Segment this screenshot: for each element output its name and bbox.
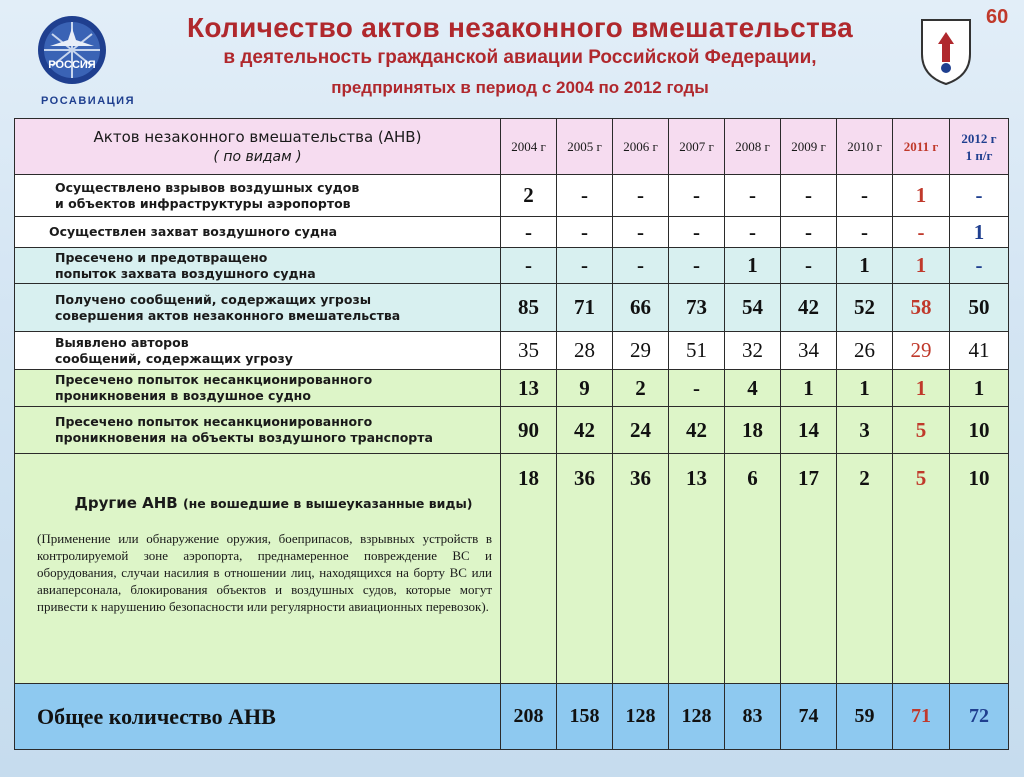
- table-cell: -: [669, 175, 725, 217]
- table-cell: 5: [893, 454, 950, 684]
- year-header: 2010 г: [837, 119, 893, 175]
- other-anv-description: (Применение или обнаружение оружия, боеприпасов, взрывных устройств в контролируемой зоне аэропорта, преднамеренное повреждение ВС и оборудования, случаи насилия в отношении лиц, находящихся на борту ВС или авиаперсонала, блокирования объектов и воздушных судов, которые могут привести к нарушению безопасности или регулярности авиационных перевозок).: [37, 531, 492, 614]
- table-cell: 1: [725, 248, 781, 284]
- year-header: 2005 г: [557, 119, 613, 175]
- other-anv-title: [55, 494, 492, 512]
- table-cell: 1: [893, 175, 950, 217]
- table-cell: 66: [613, 284, 669, 332]
- table-cell: -: [613, 175, 669, 217]
- table-cell: 2: [501, 175, 557, 217]
- table-row: [15, 407, 1009, 454]
- total-label: Общее количество АНВ: [15, 684, 501, 750]
- row-label-line1: Пресечено и предотвращено: [55, 249, 268, 265]
- table-cell: 13: [669, 454, 725, 684]
- table-cell: 73: [669, 284, 725, 332]
- row-label-line1: Пресечено попыток несанкционированного: [55, 414, 373, 429]
- table-cell: -: [725, 175, 781, 217]
- table-cell: -: [781, 217, 837, 248]
- table-cell: 24: [613, 407, 669, 454]
- row-label: [15, 332, 501, 370]
- table-cell: 18: [501, 454, 557, 684]
- last-year-line1: 2012 г: [961, 130, 997, 146]
- table-cell: 1: [781, 370, 837, 407]
- table-cell: 29: [893, 332, 950, 370]
- row-label-line2: и объектов инфраструктуры аэропортов: [55, 195, 351, 211]
- table-cell: 14: [781, 407, 837, 454]
- table-cell: 10: [950, 407, 1009, 454]
- table-cell: -: [613, 217, 669, 248]
- table-cell: -: [669, 370, 725, 407]
- table-row-total: [15, 684, 1009, 750]
- page-period: предпринятых в период с 2004 по 2012 годы: [331, 78, 709, 97]
- table-cell: 9: [557, 370, 613, 407]
- table-cell: -: [837, 175, 893, 217]
- table-cell: 34: [781, 332, 837, 370]
- page-title: Количество актов незаконного вмешательства: [186, 12, 854, 43]
- total-cell: 59: [837, 684, 893, 750]
- row-label-line2: совершения актов незаконного вмешательства: [55, 307, 401, 323]
- table-cell: 41: [950, 332, 1009, 370]
- other-anv-title-main: Другие АНВ: [74, 494, 178, 512]
- table-row-other: [15, 454, 1009, 684]
- year-header-highlight: 2011 г: [893, 119, 950, 175]
- total-cell: 83: [725, 684, 781, 750]
- row-label-line1: Осуществлен захват воздушного судна: [49, 224, 338, 239]
- table-cell: 1: [893, 370, 950, 407]
- row-label: [15, 284, 501, 332]
- table-cell: 51: [669, 332, 725, 370]
- table-row: [15, 284, 1009, 332]
- table-cell: 32: [725, 332, 781, 370]
- table-cell: -: [501, 217, 557, 248]
- table-cell: 1: [837, 370, 893, 407]
- table-cell: -: [950, 175, 1009, 217]
- table-cell: 5: [893, 407, 950, 454]
- table-cell: 52: [837, 284, 893, 332]
- table-cell: 1: [837, 248, 893, 284]
- table-cell: -: [557, 217, 613, 248]
- table-header: [15, 119, 1009, 175]
- table-cell: 4: [725, 370, 781, 407]
- row-label: [15, 217, 501, 248]
- table-cell: 10: [950, 454, 1009, 684]
- table-cell: 29: [613, 332, 669, 370]
- table-row: [15, 217, 1009, 248]
- table-cell: 42: [669, 407, 725, 454]
- table-cell: 42: [781, 284, 837, 332]
- header-sublabel: ( по видам ): [213, 148, 302, 165]
- total-cell: 128: [613, 684, 669, 750]
- total-cell: 71: [893, 684, 950, 750]
- table-cell: -: [501, 248, 557, 284]
- table-cell: 36: [557, 454, 613, 684]
- row-label-line2: сообщений, содержащих угрозу: [55, 350, 293, 366]
- total-cell: 128: [669, 684, 725, 750]
- total-cell: 158: [557, 684, 613, 750]
- table-row: [15, 175, 1009, 217]
- page-number: 60: [986, 6, 1009, 28]
- row-label-line2: проникновения на объекты воздушного транспорта: [55, 430, 433, 445]
- table-row: [15, 248, 1009, 284]
- header-label: Актов незаконного вмешательства (АНВ): [93, 127, 422, 146]
- table-cell: 6: [725, 454, 781, 684]
- table-cell: 18: [725, 407, 781, 454]
- row-label-line1: Осуществлено взрывов воздушных судов: [55, 179, 360, 195]
- table-cell: 1: [950, 370, 1009, 407]
- year-header: 2006 г: [613, 119, 669, 175]
- total-cell: 74: [781, 684, 837, 750]
- table-cell: -: [613, 248, 669, 284]
- table-cell: 26: [837, 332, 893, 370]
- table-cell: -: [725, 217, 781, 248]
- table-cell: -: [557, 248, 613, 284]
- table-cell: 1: [950, 217, 1009, 248]
- table-cell: 3: [837, 407, 893, 454]
- table-cell: -: [557, 175, 613, 217]
- table-cell: 50: [950, 284, 1009, 332]
- table-cell: 2: [613, 370, 669, 407]
- last-year-line2: 1 п/г: [965, 147, 993, 163]
- page-subtitle: в деятельность гражданской авиации Российской Федерации,: [223, 47, 817, 68]
- year-header-last: [950, 119, 1009, 175]
- table-cell: -: [669, 248, 725, 284]
- table-cell: -: [781, 175, 837, 217]
- header-label-cell: [15, 119, 501, 175]
- table-cell: 58: [893, 284, 950, 332]
- table-row: [15, 332, 1009, 370]
- table-cell: 85: [501, 284, 557, 332]
- table-cell: 2: [837, 454, 893, 684]
- row-label-line1: Пресечено попыток несанкционированного: [55, 372, 373, 387]
- table-cell: -: [669, 217, 725, 248]
- table-cell: 71: [557, 284, 613, 332]
- table-cell: 90: [501, 407, 557, 454]
- total-cell: 72: [950, 684, 1009, 750]
- logo-text: РОСАВИАЦИЯ: [40, 95, 136, 107]
- table-cell: 54: [725, 284, 781, 332]
- table-row: [15, 370, 1009, 407]
- table-cell: -: [837, 217, 893, 248]
- total-cell: 208: [501, 684, 557, 750]
- table-cell: 17: [781, 454, 837, 684]
- row-label-line2: проникновения в воздушное судно: [55, 388, 311, 403]
- table-cell: -: [950, 248, 1009, 284]
- row-label: [15, 248, 501, 284]
- row-label: [15, 175, 501, 217]
- logo-badge-text: РОССИЯ: [48, 59, 96, 71]
- year-header: 2007 г: [669, 119, 725, 175]
- emblem-icon: [916, 14, 976, 86]
- table-cell: 35: [501, 332, 557, 370]
- table-cell: 42: [557, 407, 613, 454]
- row-label: [15, 407, 501, 454]
- other-anv-cell: [15, 454, 501, 684]
- table-cell: 28: [557, 332, 613, 370]
- row-label-line1: Выявлено авторов: [55, 334, 189, 350]
- year-header: 2004 г: [501, 119, 557, 175]
- table-cell: -: [893, 217, 950, 248]
- other-anv-title-note: (не вошедшие в вышеуказанные виды): [182, 496, 473, 511]
- anv-table: [14, 118, 1009, 750]
- table-cell: 36: [613, 454, 669, 684]
- table-cell: -: [781, 248, 837, 284]
- year-header: 2008 г: [725, 119, 781, 175]
- row-label-line2: попыток захвата воздушного судна: [55, 265, 316, 281]
- row-label-line1: Получено сообщений, содержащих угрозы: [55, 291, 372, 307]
- row-label: [15, 370, 501, 407]
- table-cell: 13: [501, 370, 557, 407]
- year-header: 2009 г: [781, 119, 837, 175]
- table-cell: 1: [893, 248, 950, 284]
